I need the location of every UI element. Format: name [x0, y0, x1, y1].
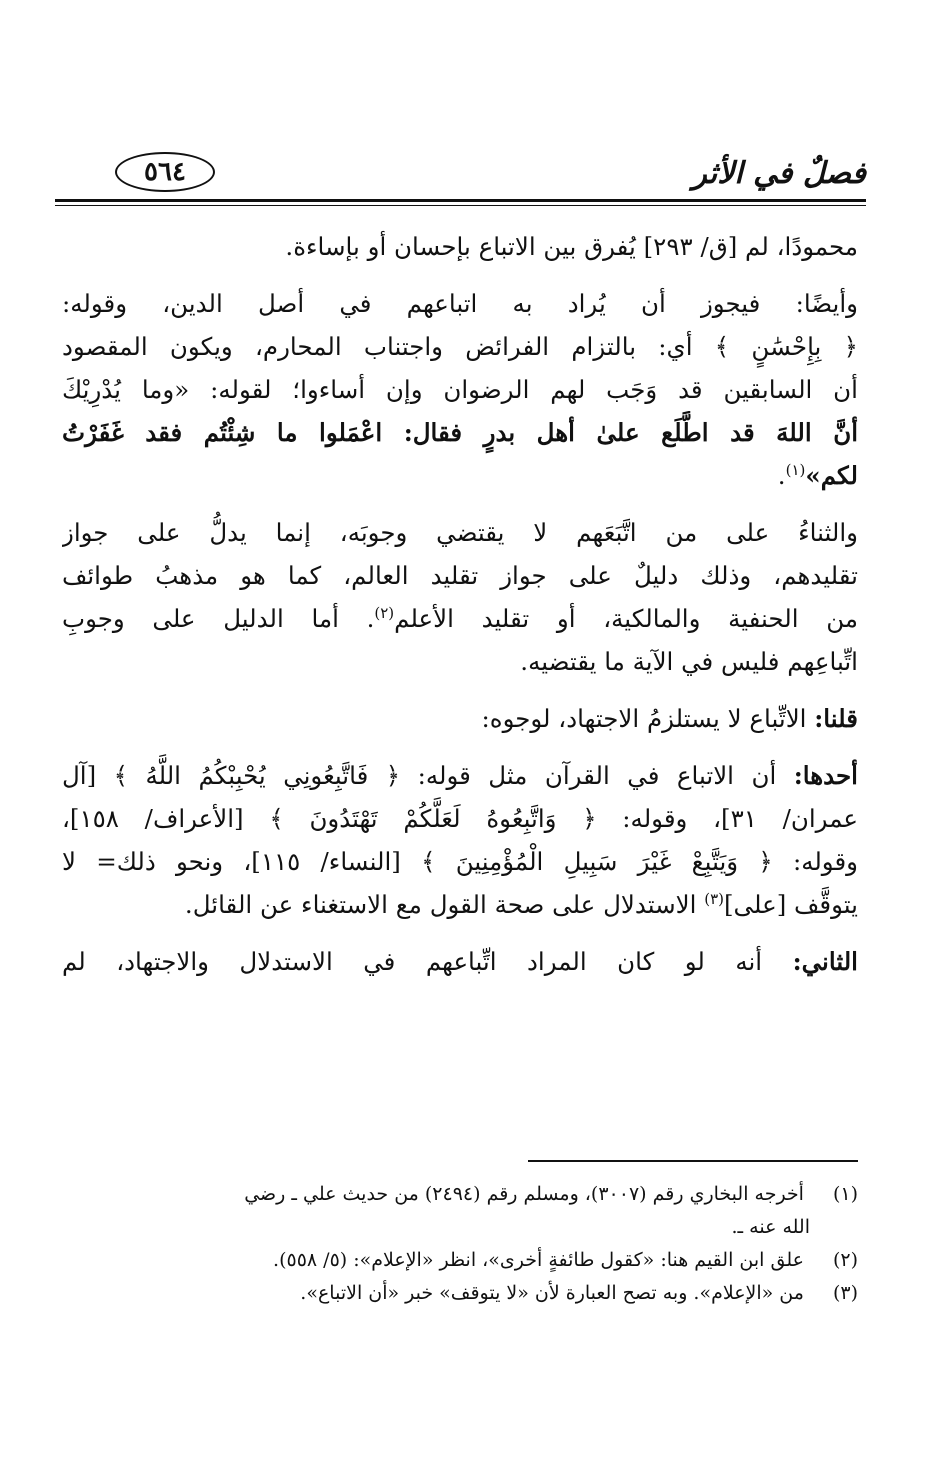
text-line: أنَّ اللهَ قد اطَّلَع علىٰ أهل بدرٍ فقال: اعْمَلوا ما شِئْتُم فقد غَفَرْتُ [62, 418, 858, 447]
footnote-ref: (٣) [704, 889, 724, 908]
footnote-number: (١) [832, 1183, 858, 1205]
text-line [62, 697, 858, 740]
running-title: فصلٌ في الأثر [692, 156, 866, 191]
text-fragment: . أما الدليل على وجوبِ [62, 604, 375, 633]
header-rule [55, 199, 866, 202]
text-fragment: . [777, 461, 786, 490]
text-fragment: الاتِّباع لا يستلزمُ الاجتهاد، لوجوه: [481, 704, 815, 733]
main-text [62, 225, 858, 983]
text-line: وقوله: ﴿ وَيَتَّبِعْ غَيْرَ سَبِيلِ الْمُؤْمِنِينَ ﴾ [النساء/ ١١٥]، ونحو ذلك= لا [62, 847, 858, 876]
text-line: محمودًا، لم [ق/ ٢٩٣] يُفرق بين الاتباع بإحسان أو بإساءة. [285, 232, 858, 261]
text-fragment: يتوقَّف [على] [724, 890, 858, 919]
text-line [62, 883, 858, 926]
footnote [62, 1178, 858, 1211]
text-fragment: الاستدلال على صحة القول مع الاستغناء عن القائل. [184, 890, 705, 919]
page-header [55, 150, 866, 200]
footnote-ref: (١) [785, 460, 806, 479]
footnote-continuation: الله عنه ـ. [731, 1216, 810, 1238]
lead-word: أحدها: [793, 761, 858, 790]
page-number: ٥٦٤ [115, 152, 215, 192]
text-fragment: من الحنفية والمالكية، أو تقليد الأعلم [394, 604, 858, 633]
footnote-number: (٣) [832, 1282, 858, 1304]
footnote-text: من «الإعلام». وبه تصح العبارة لأن «لا يتوقف» خبر «أن الاتباع». [300, 1282, 804, 1304]
text-line: ﴿ بِإِحْسَٰنٍ ﴾ أي: بالتزام الفرائض واجتناب المحارم، ويكون المقصود [62, 332, 858, 361]
footnotes [62, 1178, 858, 1310]
text-line [62, 454, 858, 497]
text-line: وأيضًا: فيجوز أن يُراد به اتباعهم في أصل الدين، وقوله: [62, 289, 858, 318]
footnote-number: (٢) [832, 1249, 858, 1271]
footnote-text: أخرجه البخاري رقم (٣٠٠٧)، ومسلم رقم (٢٤٩٤) من حديث علي ـ رضي [244, 1183, 804, 1205]
text-fragment: أنه لو كان المراد اتِّباعهم في الاستدلال والاجتهاد، لم [62, 947, 793, 976]
footnote [62, 1277, 858, 1310]
header-rule-thin [55, 205, 866, 206]
text-line: عمران/ ٣١]، وقوله: ﴿ وَاتَّبِعُوهُ لَعَلَّكُمْ تَهْتَدُونَ ﴾ [الأعراف/ ١٥٨]، [62, 804, 858, 833]
text-line [62, 597, 858, 640]
text-line [62, 754, 858, 797]
footnote [62, 1244, 858, 1277]
footnote-separator [528, 1160, 858, 1162]
hadith-end: لكم» [805, 461, 858, 490]
footnote-ref: (٢) [374, 603, 395, 622]
footnote-text: علق ابن القيم هنا: «كقول طائفةٍ أخرى»، انظر «الإعلام»: (٥/ ٥٥٨). [273, 1249, 804, 1271]
text-line [62, 940, 858, 983]
text-line: تقليدهم، وذلك دليلٌ على جواز تقليد العالم، كما هو مذهبُ طوائف [62, 561, 858, 590]
lead-word: الثاني: [792, 947, 858, 976]
lead-word: قلنا: [814, 704, 858, 733]
text-line: أن السابقين قد وَجَب لهم الرضوان وإن أساءوا؛ لقوله: «وما يُدْرِيْكَ [62, 375, 858, 404]
text-line: والثناءُ على من اتَّبَعَهم لا يقتضي وجوبَه، إنما يدلُّ على جواز [62, 518, 858, 547]
text-line: اتِّباعِهم فليس في الآية ما يقتضيه. [520, 647, 858, 676]
text-fragment: أن الاتباع في القرآن مثل قوله: ﴿ فَاتَّبِعُونِي يُحْبِبْكُمُ اللَّهُ ﴾ [آل [62, 761, 794, 790]
